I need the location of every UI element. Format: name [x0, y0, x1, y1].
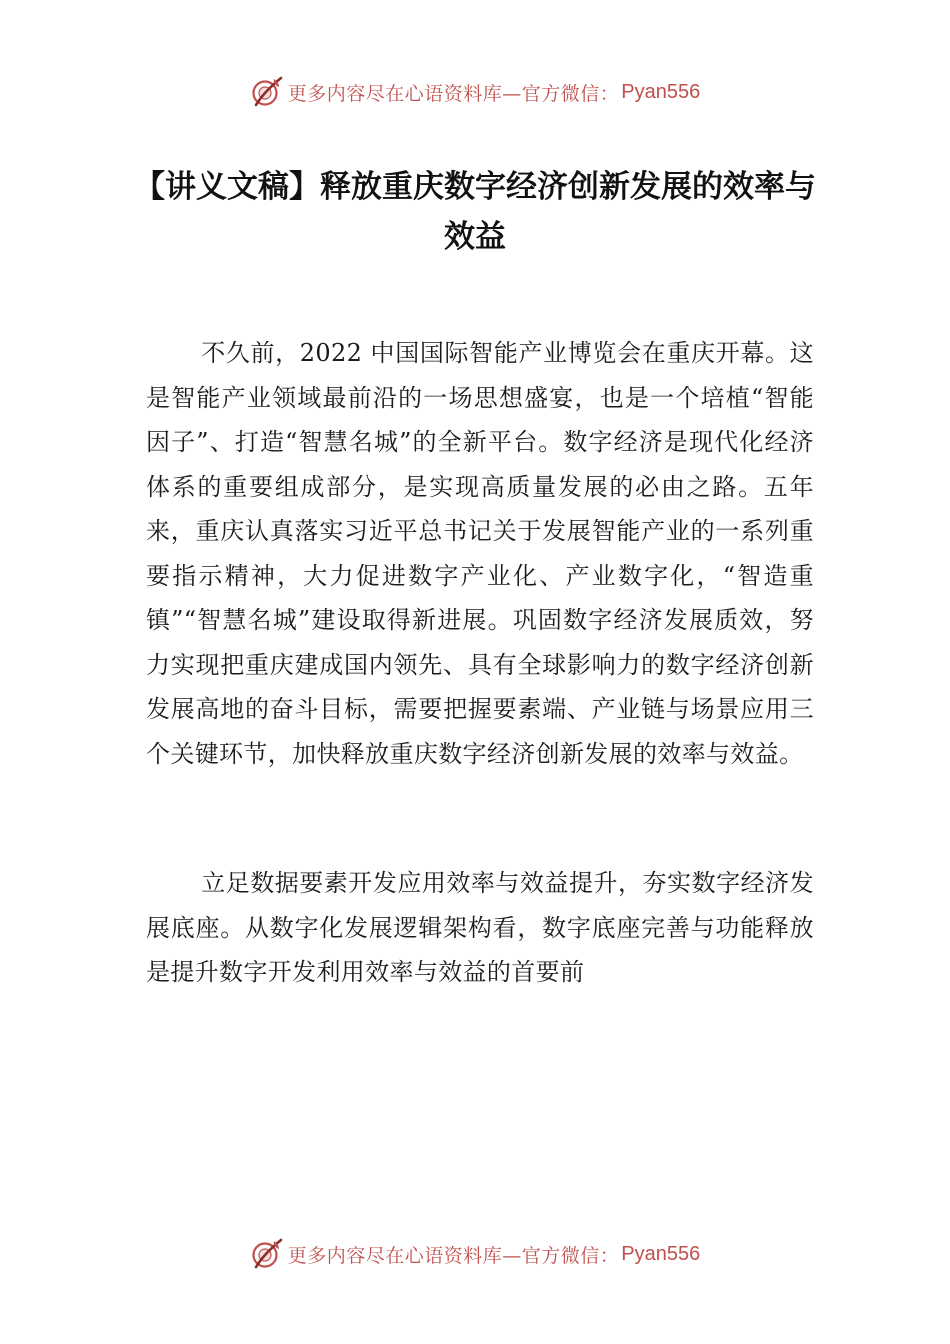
footer-brand-handle: Pyan556	[621, 1242, 701, 1265]
footer-watermark	[0, 1232, 950, 1276]
header-brand-text: 更多内容尽在心语资料库—官方微信：	[287, 82, 620, 105]
body-paragraph: 不久前，2022 中国国际智能产业博览会在重庆开幕。这是智能产业领域最前沿的一场思想盛宴，也是一个培植“智能因子”、打造“智慧名城”的全新平台。数字经济是现代化经济体系的重要组成部分，是实现高质量发展的必由之路。五年来，重庆认真落实习近平总书记关于发展智能产业的一系列重要指示精神，大力促进数字产业化、产业数字化，“智造重镇”“智慧名城”建设取得新进展。巩固数字经济发展质效，努力实现把重庆建成国内领先、具有全球影响力的数字经济创新发展高地的奋斗目标，需要把握要素端、产业链与场景应用三个关键环节，加快释放重庆数字经济创新发展的效率与效益。	[146, 339, 814, 768]
header-brand-handle: Pyan556	[621, 80, 701, 103]
header-watermark	[0, 70, 950, 114]
footer-brand-text: 更多内容尽在心语资料库—官方微信：	[287, 1244, 620, 1267]
brand-logo-icon	[250, 1237, 284, 1271]
body-paragraph: 立足数据要素开发应用效率与效益提升，夯实数字经济发展底座。从数字化发展逻辑架构看，数字底座完善与功能释放是提升数字开发利用效率与效益的首要前	[146, 869, 814, 986]
document-title: 【讲义文稿】释放重庆数字经济创新发展的效率与效益	[134, 169, 816, 255]
brand-logo-icon	[250, 75, 284, 109]
